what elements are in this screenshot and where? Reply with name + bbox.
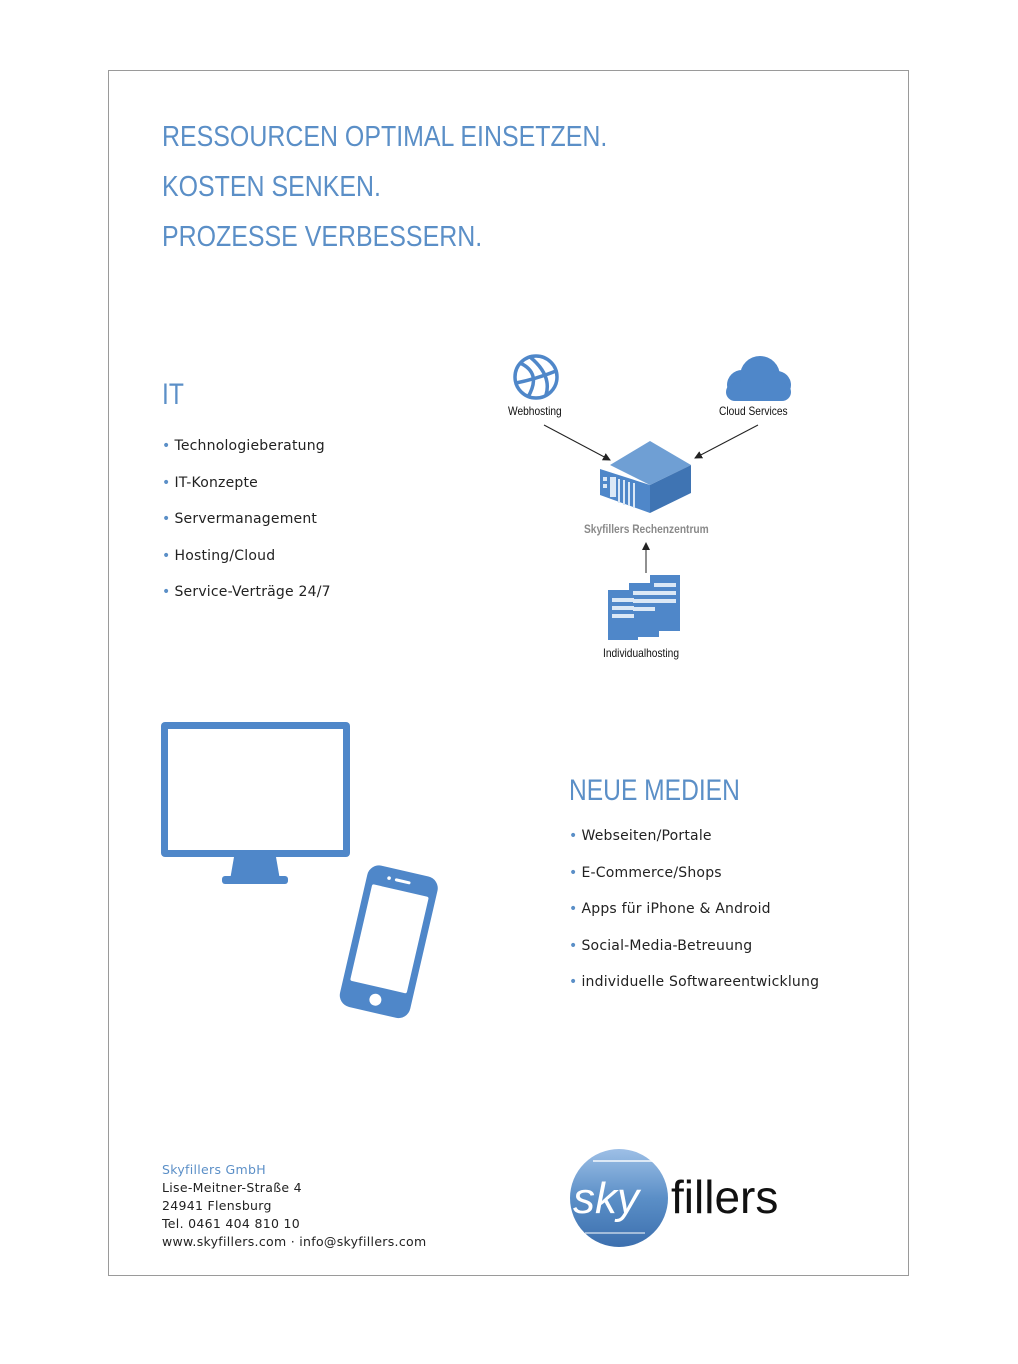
medien-services-list: [569, 826, 819, 1009]
street: Lise-Meitner-Straße 4: [162, 1180, 302, 1195]
globe-icon: [515, 356, 557, 398]
skyfillers-logo: [565, 1145, 825, 1255]
company-name: Skyfillers GmbH: [162, 1162, 266, 1177]
contact-links: www.skyfillers.com · info@skyfillers.com: [162, 1234, 427, 1249]
webhosting-label: Webhosting: [508, 404, 562, 418]
list-item: • Servermanagement: [162, 511, 318, 528]
individualhosting-label: Individualhosting: [603, 646, 679, 660]
monitor-icon: [161, 722, 350, 884]
it-section-title: IT: [162, 378, 184, 411]
headline-line-2: KOSTEN SENKEN.: [162, 171, 381, 203]
list-item: • IT-Konzepte: [162, 474, 258, 491]
list-item: • E-Commerce/Shops: [569, 864, 722, 881]
headline: [162, 112, 607, 262]
server-tower-icon: [608, 575, 680, 640]
webhosting-arrow: [544, 425, 610, 460]
datacenter-label: Skyfillers Rechenzentrum: [584, 522, 709, 536]
cloud-icon: [726, 356, 791, 401]
logo-text-fillers: fillers: [671, 1171, 779, 1223]
server-rack-icon: [600, 441, 691, 513]
city: 24941 Flensburg: [162, 1198, 272, 1213]
it-services-list: [162, 436, 331, 619]
cloud-arrow: [695, 425, 758, 458]
headline-line-1: RESSOURCEN OPTIMAL EINSETZEN.: [162, 121, 608, 153]
cloud-services-label: Cloud Services: [719, 404, 788, 418]
phone: Tel. 0461 404 810 10: [162, 1216, 300, 1231]
logo-text-sky: sky: [573, 1174, 639, 1223]
list-item: • Technologieberatung: [162, 438, 325, 454]
list-item: • Hosting/Cloud: [162, 547, 276, 564]
company-address: [162, 1161, 426, 1251]
hosting-diagram: [490, 345, 810, 675]
medien-section-title: NEUE MEDIEN: [569, 774, 740, 807]
list-item: • Apps für iPhone & Android: [569, 901, 771, 918]
list-item: • Service-Verträge 24/7: [162, 584, 331, 601]
list-item: • Webseiten/Portale: [569, 828, 712, 844]
smartphone-icon: [337, 863, 440, 1020]
devices-illustration: [160, 720, 440, 1020]
list-item: • Social-Media-Betreuung: [569, 937, 753, 954]
headline-line-3: PROZESSE VERBESSERN.: [162, 221, 483, 253]
list-item: • individuelle Softwareentwicklung: [569, 974, 820, 991]
